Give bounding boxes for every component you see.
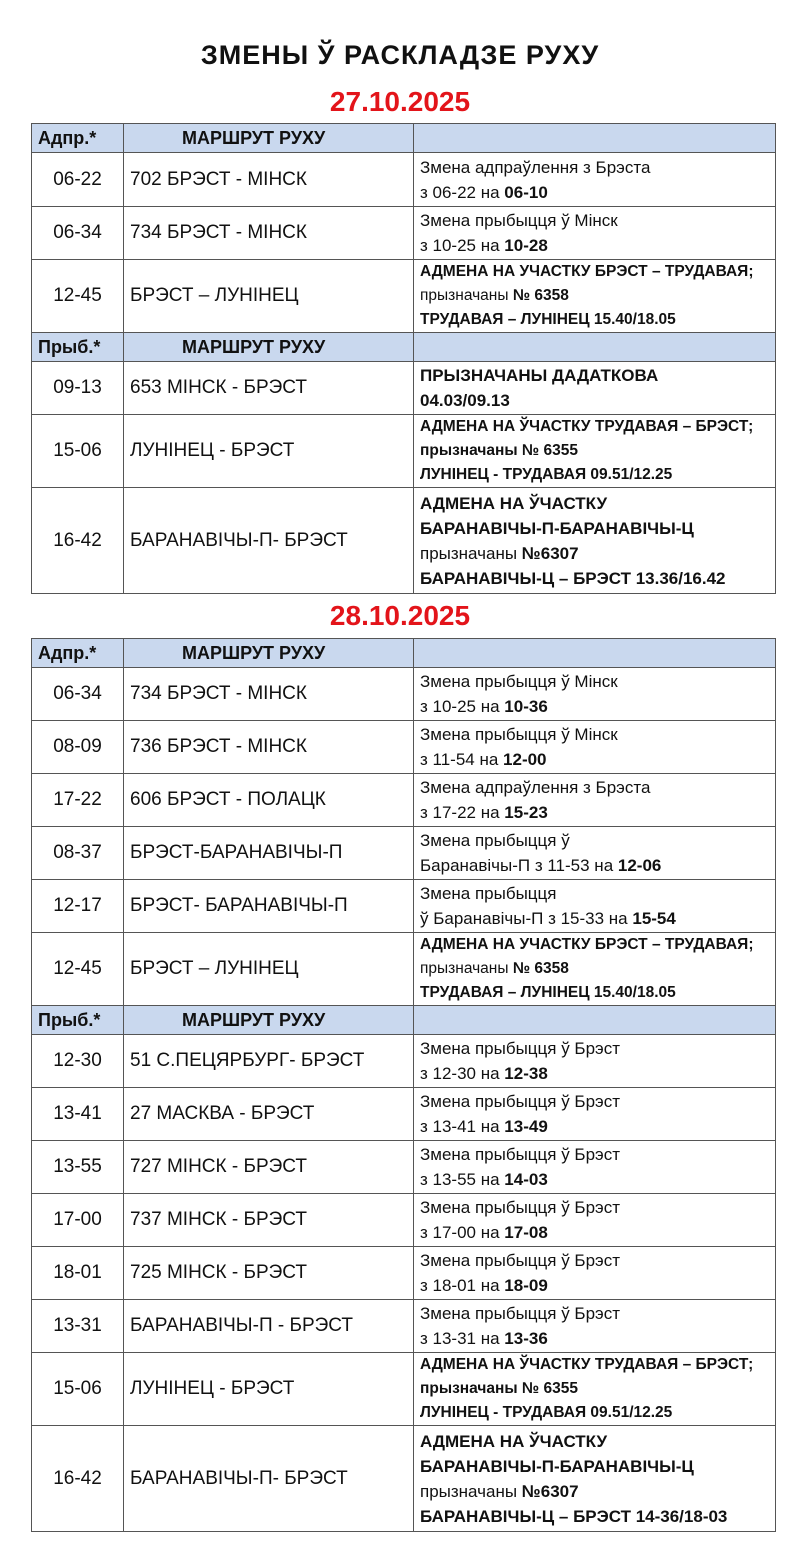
time-cell: 06-34 bbox=[32, 668, 124, 721]
note-cell: АДМЕНА НА ЎЧАСТКУ БАРАНАВІЧЫ-П-БАРАНАВІЧЫ-Ц прызначаны №6307 БАРАНАВІЧЫ-Ц – БРЭСТ 14-36/18-03 bbox=[414, 1426, 776, 1532]
time-cell: 12-45 bbox=[32, 260, 124, 333]
route-cell: 653 МІНСК - БРЭСТ bbox=[124, 362, 414, 415]
time-cell: 15-06 bbox=[32, 1353, 124, 1426]
time-cell: 09-13 bbox=[32, 362, 124, 415]
table-row bbox=[32, 207, 776, 260]
time-cell: 12-45 bbox=[32, 933, 124, 1006]
route-cell: 606 БРЭСТ - ПОЛАЦК bbox=[124, 774, 414, 827]
table-row bbox=[32, 1088, 776, 1141]
route-cell: 736 БРЭСТ - МІНСК bbox=[124, 721, 414, 774]
date-heading: 28.10.2025 bbox=[329, 600, 471, 631]
note-cell: Змена прыбыцця ў Мінск з 10-25 на 10-36 bbox=[414, 668, 776, 721]
note-cell: Змена адпраўлення з Брэста з 06-22 на 06-10 bbox=[414, 153, 776, 207]
time-cell: 15-06 bbox=[32, 415, 124, 488]
table-row bbox=[32, 774, 776, 827]
note-cell: Змена прыбыцця ў Мінск з 11-54 на 12-00 bbox=[414, 721, 776, 774]
column-header-route: МАРШРУТ РУХУ bbox=[124, 333, 414, 362]
table-row bbox=[32, 1194, 776, 1247]
table-row bbox=[32, 488, 776, 594]
table-row bbox=[32, 880, 776, 933]
route-cell: БАРАНАВІЧЫ-П- БРЭСТ bbox=[124, 488, 414, 594]
schedule-table bbox=[31, 123, 776, 594]
table-row bbox=[32, 933, 776, 1006]
route-cell: БРЭСТ-БАРАНАВІЧЫ-П bbox=[124, 827, 414, 880]
column-header-route: МАРШРУТ РУХУ bbox=[124, 1006, 414, 1035]
route-cell: БРЭСТ – ЛУНІНЕЦ bbox=[124, 260, 414, 333]
time-cell: 17-00 bbox=[32, 1194, 124, 1247]
note-cell: АДМЕНА НА ЎЧАСТКУ ТРУДАВАЯ – БРЭСТ; прызначаны № 6355 ЛУНІНЕЦ - ТРУДАВАЯ 09.51/12.25 bbox=[414, 415, 776, 488]
date-heading: 27.10.2025 bbox=[329, 86, 471, 117]
note-cell: Змена прыбыцця ў Баранавічы-П з 15-33 на 15-54 bbox=[414, 880, 776, 933]
column-header-route: МАРШРУТ РУХУ bbox=[124, 124, 414, 153]
note-cell: АДМЕНА НА ЎЧАСТКУ ТРУДАВАЯ – БРЭСТ; прызначаны № 6355 ЛУНІНЕЦ - ТРУДАВАЯ 09.51/12.25 bbox=[414, 1353, 776, 1426]
table-row bbox=[32, 1353, 776, 1426]
table-row bbox=[32, 827, 776, 880]
column-header-time: Прыб.* bbox=[32, 333, 124, 362]
table-header-row bbox=[32, 124, 776, 153]
column-header-time: Адпр.* bbox=[32, 639, 124, 668]
table-row bbox=[32, 721, 776, 774]
note-cell: Змена прыбыцця ў Брэст з 12-30 на 12-38 bbox=[414, 1035, 776, 1088]
note-cell: АДМЕНА НА ЎЧАСТКУ БАРАНАВІЧЫ-П-БАРАНАВІЧЫ-Ц прызначаны №6307 БАРАНАВІЧЫ-Ц – БРЭСТ 13.36/16.42 bbox=[414, 488, 776, 594]
table-row bbox=[32, 260, 776, 333]
time-cell: 06-22 bbox=[32, 153, 124, 207]
time-cell: 13-41 bbox=[32, 1088, 124, 1141]
table-row bbox=[32, 362, 776, 415]
column-header-note bbox=[414, 1006, 776, 1035]
time-cell: 17-22 bbox=[32, 774, 124, 827]
note-cell: АДМЕНА НА УЧАСТКУ БРЭСТ – ТРУДАВАЯ; прызначаны № 6358 ТРУДАВАЯ – ЛУНІНЕЦ 15.40/18.05 bbox=[414, 933, 776, 1006]
route-cell: 734 БРЭСТ - МІНСК bbox=[124, 207, 414, 260]
note-cell: ПРЫЗНАЧАНЫ ДАДАТКОВА 04.03/09.13 bbox=[414, 362, 776, 415]
route-cell: ЛУНІНЕЦ - БРЭСТ bbox=[124, 415, 414, 488]
route-cell: 727 МІНСК - БРЭСТ bbox=[124, 1141, 414, 1194]
time-cell: 18-01 bbox=[32, 1247, 124, 1300]
time-cell: 13-55 bbox=[32, 1141, 124, 1194]
schedule-table bbox=[31, 638, 776, 1532]
time-cell: 12-17 bbox=[32, 880, 124, 933]
table-row bbox=[32, 1141, 776, 1194]
note-cell: АДМЕНА НА УЧАСТКУ БРЭСТ – ТРУДАВАЯ; прызначаны № 6358 ТРУДАВАЯ – ЛУНІНЕЦ 15.40/18.05 bbox=[414, 260, 776, 333]
table-row bbox=[32, 1247, 776, 1300]
column-header-note bbox=[414, 639, 776, 668]
route-cell: 725 МІНСК - БРЭСТ bbox=[124, 1247, 414, 1300]
note-cell: Змена прыбыцця ў Баранавічы-П з 11-53 на 12-06 bbox=[414, 827, 776, 880]
column-header-route: МАРШРУТ РУХУ bbox=[124, 639, 414, 668]
table-row bbox=[32, 1426, 776, 1532]
column-header-note bbox=[414, 124, 776, 153]
note-cell: Змена адпраўлення з Брэста з 17-22 на 15-23 bbox=[414, 774, 776, 827]
note-cell: Змена прыбыцця ў Брэст з 13-55 на 14-03 bbox=[414, 1141, 776, 1194]
route-cell: ЛУНІНЕЦ - БРЭСТ bbox=[124, 1353, 414, 1426]
page-title: ЗМЕНЫ Ў РАСКЛАДЗЕ РУХУ bbox=[200, 40, 600, 70]
column-header-time: Адпр.* bbox=[32, 124, 124, 153]
route-cell: БРЭСТ- БАРАНАВІЧЫ-П bbox=[124, 880, 414, 933]
time-cell: 08-09 bbox=[32, 721, 124, 774]
column-header-note bbox=[414, 333, 776, 362]
note-cell: Змена прыбыцця ў Брэст з 17-00 на 17-08 bbox=[414, 1194, 776, 1247]
route-cell: 702 БРЭСТ - МІНСК bbox=[124, 153, 414, 207]
time-cell: 13-31 bbox=[32, 1300, 124, 1353]
time-cell: 08-37 bbox=[32, 827, 124, 880]
note-cell: Змена прыбыцця ў Брэст з 13-41 на 13-49 bbox=[414, 1088, 776, 1141]
route-cell: БРЭСТ – ЛУНІНЕЦ bbox=[124, 933, 414, 1006]
time-cell: 12-30 bbox=[32, 1035, 124, 1088]
note-cell: Змена прыбыцця ў Мінск з 10-25 на 10-28 bbox=[414, 207, 776, 260]
note-cell: Змена прыбыцця ў Брэст з 13-31 на 13-36 bbox=[414, 1300, 776, 1353]
table-row bbox=[32, 668, 776, 721]
route-cell: 27 МАСКВА - БРЭСТ bbox=[124, 1088, 414, 1141]
time-cell: 16-42 bbox=[32, 1426, 124, 1532]
table-header-row bbox=[32, 639, 776, 668]
table-row bbox=[32, 153, 776, 207]
table-header-row bbox=[32, 333, 776, 362]
route-cell: 51 С.ПЕЦЯРБУРГ- БРЭСТ bbox=[124, 1035, 414, 1088]
note-cell: Змена прыбыцця ў Брэст з 18-01 на 18-09 bbox=[414, 1247, 776, 1300]
time-cell: 06-34 bbox=[32, 207, 124, 260]
table-row bbox=[32, 1300, 776, 1353]
table-header-row bbox=[32, 1006, 776, 1035]
route-cell: 734 БРЭСТ - МІНСК bbox=[124, 668, 414, 721]
time-cell: 16-42 bbox=[32, 488, 124, 594]
table-row bbox=[32, 1035, 776, 1088]
route-cell: БАРАНАВІЧЫ-П - БРЭСТ bbox=[124, 1300, 414, 1353]
route-cell: 737 МІНСК - БРЭСТ bbox=[124, 1194, 414, 1247]
table-row bbox=[32, 415, 776, 488]
route-cell: БАРАНАВІЧЫ-П- БРЭСТ bbox=[124, 1426, 414, 1532]
column-header-time: Прыб.* bbox=[32, 1006, 124, 1035]
